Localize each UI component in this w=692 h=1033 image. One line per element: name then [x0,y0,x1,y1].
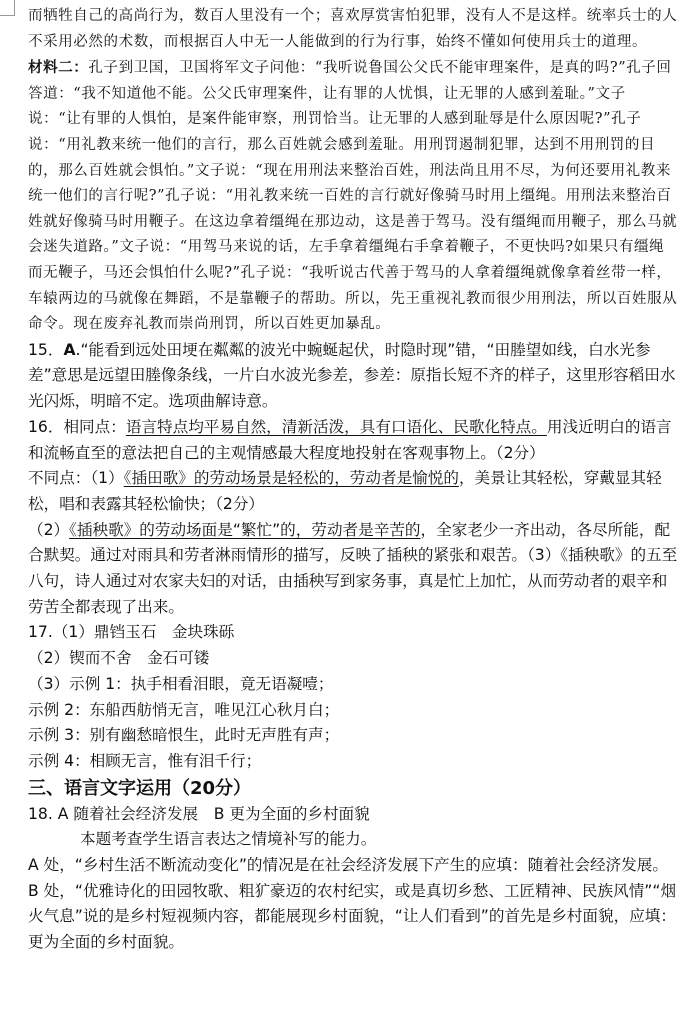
q18-part-a: A 处，“乡村生活不断流动变化”的情况是在社会经济发展下产生的应填：随着社会经济发展。 [28,856,668,875]
material2-text: 孔子到卫国，卫国将军文子问他：“我听说鲁国公父氏不能审理案件，是真的吗?”孔子回答道：“我不知道他不能。公父氏审理案件，让有罪的人忧惧，让无罪的人感到羞耻。”文子说：“让有罪的人惧怕，是案件能审察，刑罚恰当。让无罪的人感到耻辱是什么原因呢?”孔子说：“用礼教来统一他们的言行，那么百姓就会感到羞耻。用刑罚遏制犯罪，达到不用刑罚的目的，那么百姓就会惧怕。”文子说：“现在用刑法来整治百姓，刑法尚且用不尽，为何还要用礼教来统一他们的言行呢?”孔子说：“用礼教来统一百姓的言行就好像骑马时用上缰绳。用刑法来整治百姓就好像骑马时用鞭子。在这边拿着缰绳在那边动，这是善于驾马。没有缰绳而用鞭子，那么马就会迷失道路。”文子说：“用驾马来说的话，左手拿着缰绳右手拿着鞭子，不更快吗?如果只有缰绳而无鞭子，马还会惧怕什么呢?”孔子说：“我听说古代善于驾马的人拿着缰绳就像拿着丝带一样，车辕两边的马就像在舞蹈，不是靠鞭子的帮助。所以，先王重视礼教而很少用刑法，所以百姓服从命令。现在废弃礼教而崇尚刑罚，所以百姓更加暴乱。 [28,60,678,333]
q16-same-underlined: 语言特点均平易自然，清新活泼，具有口语化、民歌化特点。 [125,417,547,436]
q16-diff2-prefix: （2） [28,520,70,539]
q16-same-rest: 用浅近明白的语言和流畅直至的意法把自己的主观情感最大程度地投射在客观事物上。（2分） [28,417,672,462]
q17-line: 示例 2：东船西舫悄无言，唯见江心秋月白； [28,700,340,719]
q17-line: 示例 3：别有幽愁暗恨生，此时无声胜有声； [28,726,340,745]
q16-diff [28,466,678,517]
q16-number: 16． [28,417,64,436]
crop-mark [0,15,15,16]
answer-section [28,338,678,956]
q16-diff2-underlined: 《插秧歌》的劳动场面是“繁忙”的，劳动者是辛苦的 [69,520,421,539]
q17-line: （2）锲而不舍 金石可镂 [28,649,210,668]
q16-same [28,415,678,466]
q15-answer [28,338,678,415]
material1-tail: 而牺牲自己的高尚行为，数百人里没有一个；喜欢厚赏害怕犯罪，没有人不是这样。统率兵士的人不采用必然的术数，而根据百人中无一人能做到的行为行事，始终不懂如何使用兵士的道理。 [28,8,678,50]
material2-paragraph [28,55,678,338]
q15-number: 15． [28,340,64,359]
q17-line: 17.（1）鼎铛玉石 金块珠砾 [28,623,235,642]
q18-explanation: 本题考查学生语言表达之情境补写的能力。 [80,830,377,849]
q16-diff2-rest: ，全家老少一齐出动，各尽所能，配合默契。通过对雨具和劳者淋雨情形的描写，反映了插秧的紧张和艰苦。（3）《插秧歌》的五至八句，诗人通过对农家夫妇的对话，由插秧写到家务事，真是忙上加忙，从而劳动者的艰辛和劳苦全都表现了出来。 [28,520,678,616]
q16-diff-label: 不同点：（1） [28,469,124,488]
q18-part-b: B 处，“优雅诗化的田园牧歌、粗犷豪迈的农村纪实，或是真切乡愁、工匠精神、民族风情”“烟火气息”说的是乡村短视频内容，都能展现乡村面貌，“让人们看到”的首先是乡村面貌，应填：更为全面的乡村面貌。 [28,881,677,952]
q16-diff2 [28,518,678,621]
section-heading: 三、语言文字运用（20分） [28,777,252,799]
translation-passage [28,4,678,338]
crop-mark [14,0,15,16]
q16-same-label: 相同点： [63,417,126,436]
material2-label: 材料二： [28,59,89,77]
q16-diff1-underlined: 《插田歌》的劳动场景是轻松的，劳动者是愉悦的 [123,469,459,488]
q18-answer: 18. A 随着社会经济发展 B 更为全面的乡村面貌 [28,804,370,823]
q15-choice: A [63,340,76,359]
q15-text: .“能看到远处田埂在粼粼的波光中蜿蜒起伏，时隐时现”错，“田塍望如线，白水光参差”意思是远望田塍像条线，一片白水波光参差，参差：原指长短不齐的样子，这里形容稻田水光闪烁，明暗不定。选项曲解诗意。 [28,340,676,411]
q17-line: 示例 4：相顾无言，惟有泪千行； [28,751,262,770]
q17-line: （3）示例 1：执手相看泪眼，竟无语凝噎； [28,674,334,693]
q16-diff1-rest: ，美景让其轻松，穿戴显其轻松，唱和表露其轻松愉快；（2分） [28,469,662,513]
